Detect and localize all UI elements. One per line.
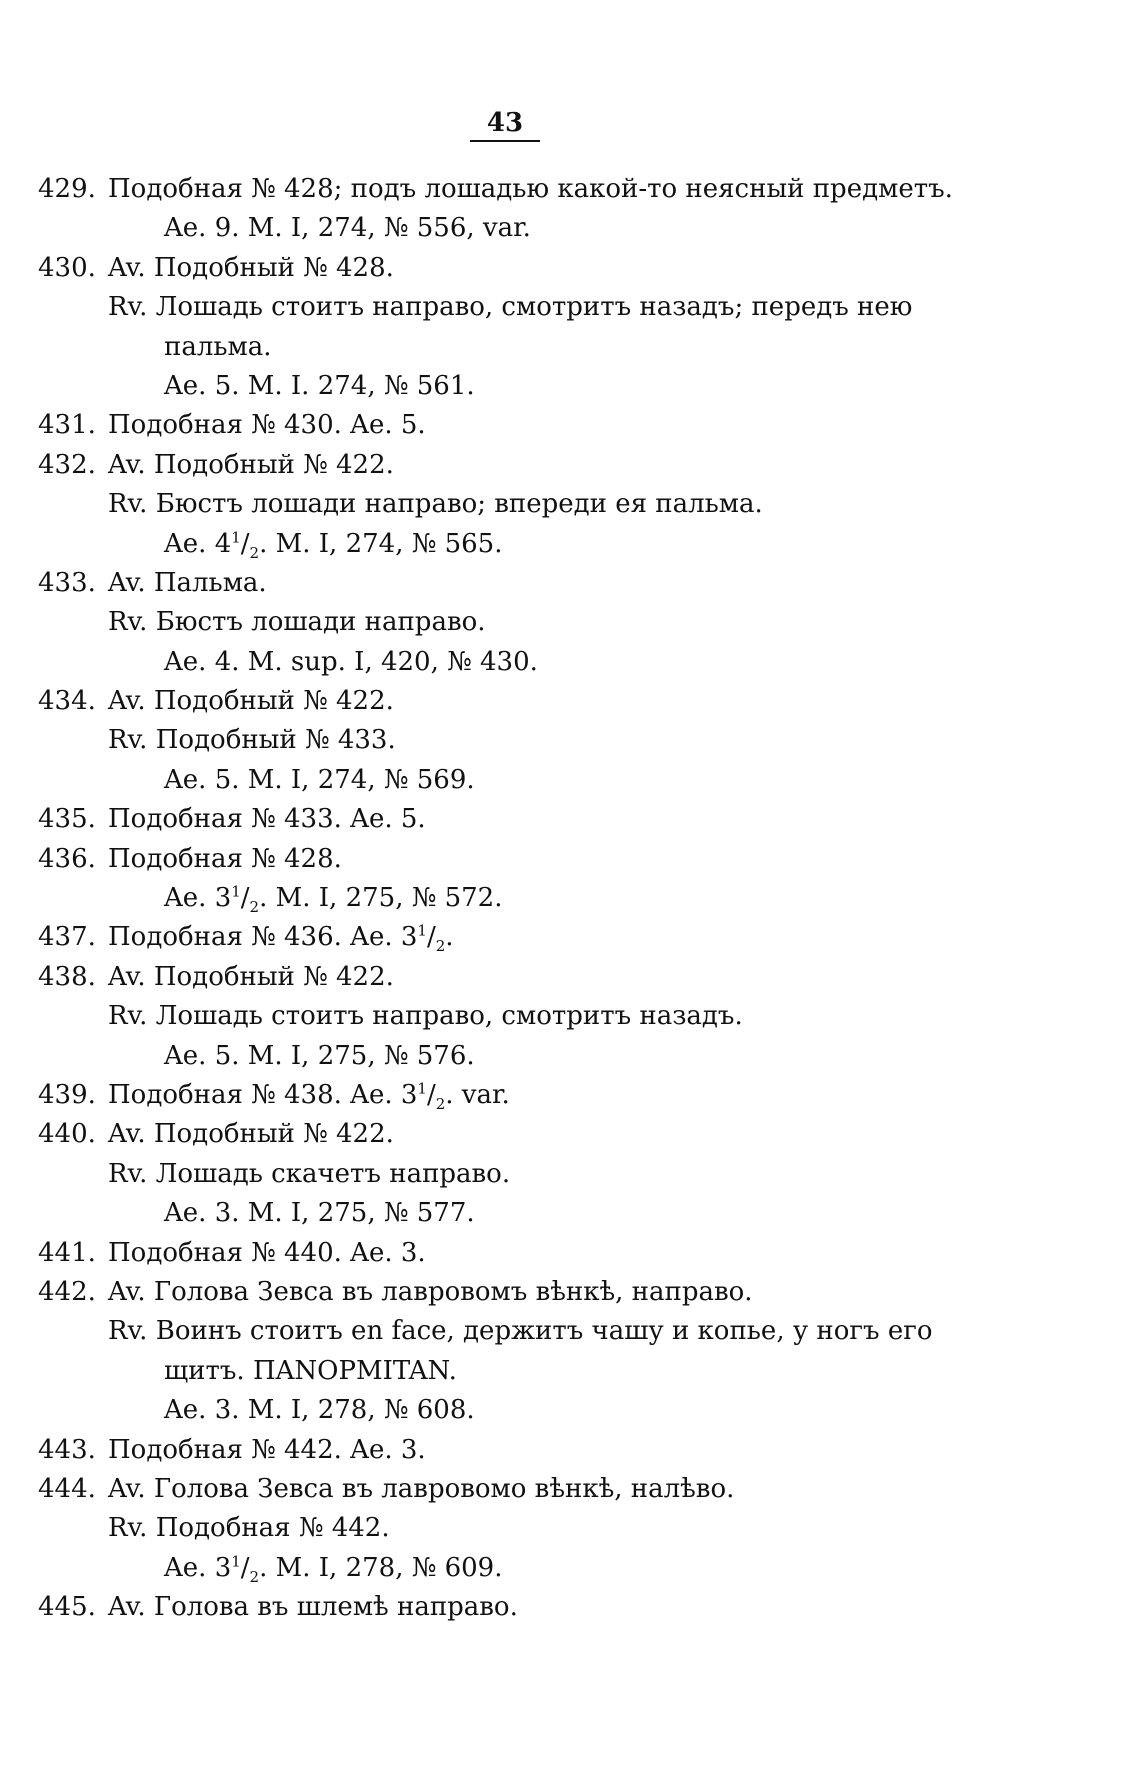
- entry-text: Ae. 3: [164, 883, 232, 914]
- entry-text: щитъ. ΠANOPMITAN.: [164, 1355, 457, 1386]
- entry-line: [38, 1312, 998, 1351]
- fraction: $^1/_2$: [417, 921, 446, 956]
- page-number: 43: [486, 108, 524, 138]
- entry-text: Av. Подобный № 422.: [108, 449, 394, 480]
- entry-text: Rv. Воинъ стоитъ en face, держитъ чашу и копье, у ногъ его: [108, 1316, 933, 1347]
- fraction: $^1/_2$: [231, 882, 260, 917]
- entry-text: Rv. Подобная № 442.: [108, 1513, 390, 1544]
- entry-number: 434.: [38, 686, 96, 717]
- entry-number: 437.: [38, 922, 96, 953]
- entry-line: [38, 721, 998, 760]
- entry-text: Подобная № 428; подъ лошадью какой-то неясный предметъ.: [108, 174, 953, 204]
- entry-text: Rv. Бюстъ лошади направо; впереди ея пальма.: [108, 489, 763, 520]
- entry-text: Подобная № 430. Ae. 5.: [108, 410, 426, 441]
- entry-number: 439.: [38, 1079, 96, 1110]
- entry-text: Av. Пальма.: [108, 567, 267, 598]
- fraction: $^1/_2$: [231, 527, 260, 562]
- fraction: $^1/_2$: [231, 1552, 260, 1586]
- entry-number: 433.: [38, 567, 96, 598]
- entry-number: 443.: [38, 1434, 96, 1465]
- entry-number: 442.: [38, 1276, 96, 1307]
- entry-line: [38, 918, 998, 957]
- entry-text: . M. I, 278, № 609.: [259, 1552, 503, 1583]
- entry-number: 445.: [38, 1592, 96, 1623]
- entry-text: . M. I, 275, № 572.: [259, 883, 503, 914]
- entry-line: [38, 761, 998, 800]
- entry-number: 430.: [38, 252, 96, 283]
- entry-text: Подобная № 438. Ae. 3: [108, 1079, 418, 1110]
- fraction-denominator: 2: [435, 1095, 446, 1114]
- entry-line: [38, 958, 998, 997]
- fraction-numerator: 1: [231, 527, 241, 546]
- entry-text: Ae. 4. M. sup. I, 420, № 430.: [164, 646, 538, 677]
- entry-line: [38, 1470, 998, 1509]
- entry-line: [38, 367, 998, 406]
- entry-line: [38, 682, 998, 721]
- entry-number: 432.: [38, 449, 96, 480]
- entry-line: [38, 249, 998, 288]
- entry-line: [38, 1509, 998, 1548]
- entry-line: [38, 1234, 998, 1273]
- entry-text: Av. Голова Зевса въ лавровомъ вѣнкѣ, направо.: [108, 1276, 753, 1307]
- fraction-denominator: 2: [249, 1567, 260, 1586]
- fraction-numerator: 1: [231, 1552, 241, 1571]
- entry-line: [38, 840, 998, 879]
- entry-line: [38, 209, 998, 248]
- entry-line: [38, 1352, 998, 1391]
- entry-line: [38, 525, 998, 564]
- entry-number: 435.: [38, 804, 96, 835]
- entry-text: Rv. Лошадь стоитъ направо, смотритъ назадъ; передъ нею: [108, 292, 913, 323]
- entry-line: [38, 1391, 998, 1430]
- entry-text: Ae. 3: [164, 1552, 232, 1583]
- entry-text: Rv. Лошадь стоитъ направо, смотритъ назадъ.: [108, 1001, 743, 1032]
- entry-text: пальма.: [164, 331, 272, 362]
- fraction-denominator: 2: [435, 937, 446, 956]
- entry-line: [38, 446, 998, 485]
- entry-line: [38, 170, 998, 209]
- entry-text: Ae. 5. M. I. 274, № 561.: [164, 370, 475, 401]
- entry-line: [38, 328, 998, 367]
- entry-line: [38, 1549, 998, 1588]
- entry-text: Ae. 5. M. I, 275, № 576.: [164, 1040, 475, 1071]
- fraction-numerator: 1: [417, 921, 427, 940]
- entry-line: [38, 564, 998, 603]
- entry-number: 438.: [38, 961, 96, 992]
- entry-text: Av. Голова Зевса въ лавровомо вѣнкѣ, налѣво.: [108, 1473, 735, 1504]
- entry-text: Av. Подобный № 422.: [108, 1119, 394, 1150]
- entry-line: [38, 1431, 998, 1470]
- entry-text: Подобная № 433. Ae. 5.: [108, 804, 426, 835]
- entry-text: Подобная № 442. Ae. 3.: [108, 1434, 426, 1465]
- catalogue-entries: [38, 170, 998, 1627]
- entry-text: Av. Подобный № 428.: [108, 252, 394, 283]
- entry-line: [38, 603, 998, 642]
- entry-text: Av. Голова въ шлемѣ направо.: [108, 1592, 518, 1623]
- entry-line: [38, 879, 998, 918]
- entry-number: 431.: [38, 410, 96, 441]
- entry-number: 436.: [38, 843, 96, 874]
- entry-line: [38, 1076, 998, 1115]
- entry-number: 429.: [38, 174, 96, 204]
- entry-line: [38, 485, 998, 524]
- entry-text: Подобная № 436. Ae. 3: [108, 922, 418, 953]
- fraction-denominator: 2: [249, 898, 260, 917]
- entry-line: [38, 1037, 998, 1076]
- entry-text: Av. Подобный № 422.: [108, 961, 394, 992]
- entry-number: 444.: [38, 1473, 96, 1504]
- entry-text: Av. Подобный № 422.: [108, 686, 394, 717]
- entry-text: Ae. 3. M. I, 278, № 608.: [164, 1395, 475, 1426]
- entry-text: Ae. 4: [164, 528, 232, 559]
- fraction-denominator: 2: [249, 543, 260, 562]
- page-number-underline: [470, 140, 540, 142]
- fraction-numerator: 1: [417, 1079, 427, 1098]
- entry-line: [38, 800, 998, 839]
- entry-text: Ae. 5. M. I, 274, № 569.: [164, 764, 475, 795]
- entry-text: Rv. Лошадь скачетъ направо.: [108, 1158, 511, 1189]
- entry-line: [38, 406, 998, 445]
- entry-text: Ae. 3. M. I, 275, № 577.: [164, 1198, 475, 1229]
- entry-text: Rv. Бюстъ лошади направо.: [108, 607, 486, 638]
- fraction: $^1/_2$: [417, 1079, 446, 1114]
- entry-text: . var.: [445, 1079, 510, 1110]
- entry-text: . M. I, 274, № 565.: [259, 528, 503, 559]
- entry-line: [38, 997, 998, 1036]
- entry-text: Подобная № 428.: [108, 843, 342, 874]
- entry-line: [38, 643, 998, 682]
- entry-line: [38, 1194, 998, 1233]
- entry-line: [38, 1155, 998, 1194]
- fraction-numerator: 1: [231, 882, 241, 901]
- entry-line: [38, 1588, 998, 1627]
- entry-number: 440.: [38, 1119, 96, 1150]
- entry-text: Подобная № 440. Ae. 3.: [108, 1237, 426, 1268]
- entry-number: 441.: [38, 1237, 96, 1268]
- entry-text: Ae. 9. M. I, 274, № 556, var.: [164, 213, 531, 244]
- entry-text: .: [445, 922, 454, 953]
- entry-line: [38, 288, 998, 327]
- entry-line: [38, 1273, 998, 1312]
- entry-line: [38, 1115, 998, 1154]
- entry-text: Rv. Подобный № 433.: [108, 725, 396, 756]
